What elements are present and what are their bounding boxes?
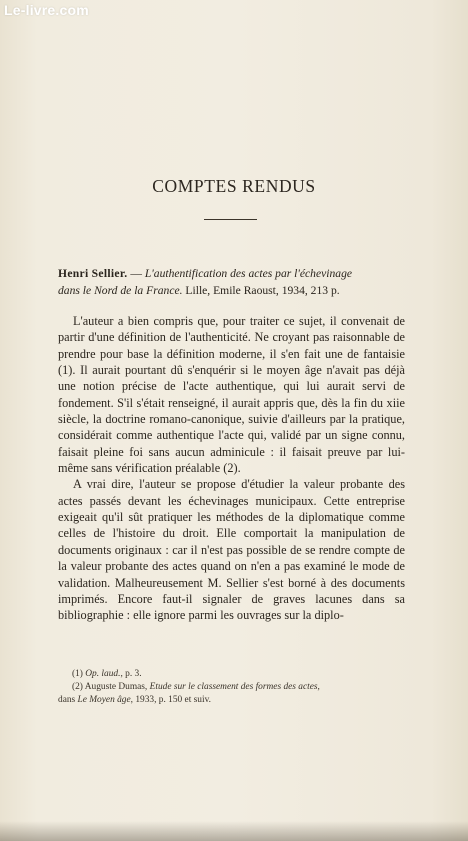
footnote-1-title: Op. laud. xyxy=(85,669,121,679)
footnote-1-number: (1) xyxy=(72,669,86,679)
reference-author: Henri Sellier. xyxy=(58,267,128,280)
footnote-2-pages: , 1933, p. 150 et suiv. xyxy=(130,695,212,705)
footnote-ref-2: (2). xyxy=(223,461,241,476)
heading-divider xyxy=(204,219,257,220)
footnote-2-title: Etude sur le classement des formes des actes, xyxy=(149,682,320,692)
footnote-ref-1: (1). xyxy=(58,363,76,378)
reference-title-part2 xyxy=(58,282,418,299)
reference-publication: Lille, Emile Raoust, 1934, 213 p. xyxy=(182,284,340,297)
footnote-2-continuation xyxy=(58,694,418,707)
paragraph-2: A vrai dire, l'auteur se propose d'étudier la valeur probante des actes passés devant les échevinages municipaux. Cette entreprise exigeait qu'il sût pratiquer les méthodes de la diplomatique comme celles de l'histoire du droit. Elle comportait la manipulation de documents originaux : car il n'est pas possible de se rendre compte de la valeur probante des actes quand on n'en a pas examiné le mode de validation. Malheureusement M. Sellier s'est borné à des documents imprimés. Encore faut-il signaler de graves lacunes dans sa bibliographie : elle ignore parmi les ouvrages sur la diplo- xyxy=(58,477,405,623)
footnote-1-rest: , p. 3. xyxy=(120,669,142,679)
footnote-2-journal: Le Moyen âge xyxy=(77,695,131,705)
footnote-1 xyxy=(58,668,418,681)
paragraph-1-text-a: L'auteur a bien compris que, pour traiter ce sujet, il convenait de partir d'une définition de l'authenticité. Ne croyant pas raisonnable de prendre pour base la définition moderne, il s'en fait une de fantaisie xyxy=(58,314,405,361)
review-body xyxy=(58,313,405,624)
section-heading: COMPTES RENDUS xyxy=(152,176,316,196)
reference-title-part1: L'authentification des actes par l'échevinage xyxy=(144,267,353,280)
footnote-2-number: (2) xyxy=(72,682,85,692)
footnote-2-author: Auguste Dumas, xyxy=(84,682,150,692)
reference-dash: — xyxy=(127,267,145,280)
footnotes xyxy=(58,668,418,707)
reference-title-part2-text: dans le Nord de la France. xyxy=(58,284,183,297)
paragraph-1 xyxy=(58,313,405,476)
paragraph-1-text-b: Il aurait pourtant dû s'enquérir si le moyen âge n'avait pas déjà une notion précise de l'acte authentique, qui lui aurait servi de fondement. S'il s'était renseigné, il aurait appris que, dès la fin du xiie siècle, la doctrine romano-canonique, suivie d'ailleurs par la pratique, considérait comme authentique l'acte qui, validé par un signe connu, faisait pleine foi sans aucun adminicule : il faisait preuve par lui-même sans vérification préalable xyxy=(58,363,405,476)
footnote-2 xyxy=(58,681,418,694)
footnote-2-in: dans xyxy=(58,695,78,705)
page-edge-shadow xyxy=(0,821,468,841)
watermark-logo: Le-livre.com xyxy=(4,2,89,18)
book-reference xyxy=(58,265,418,299)
